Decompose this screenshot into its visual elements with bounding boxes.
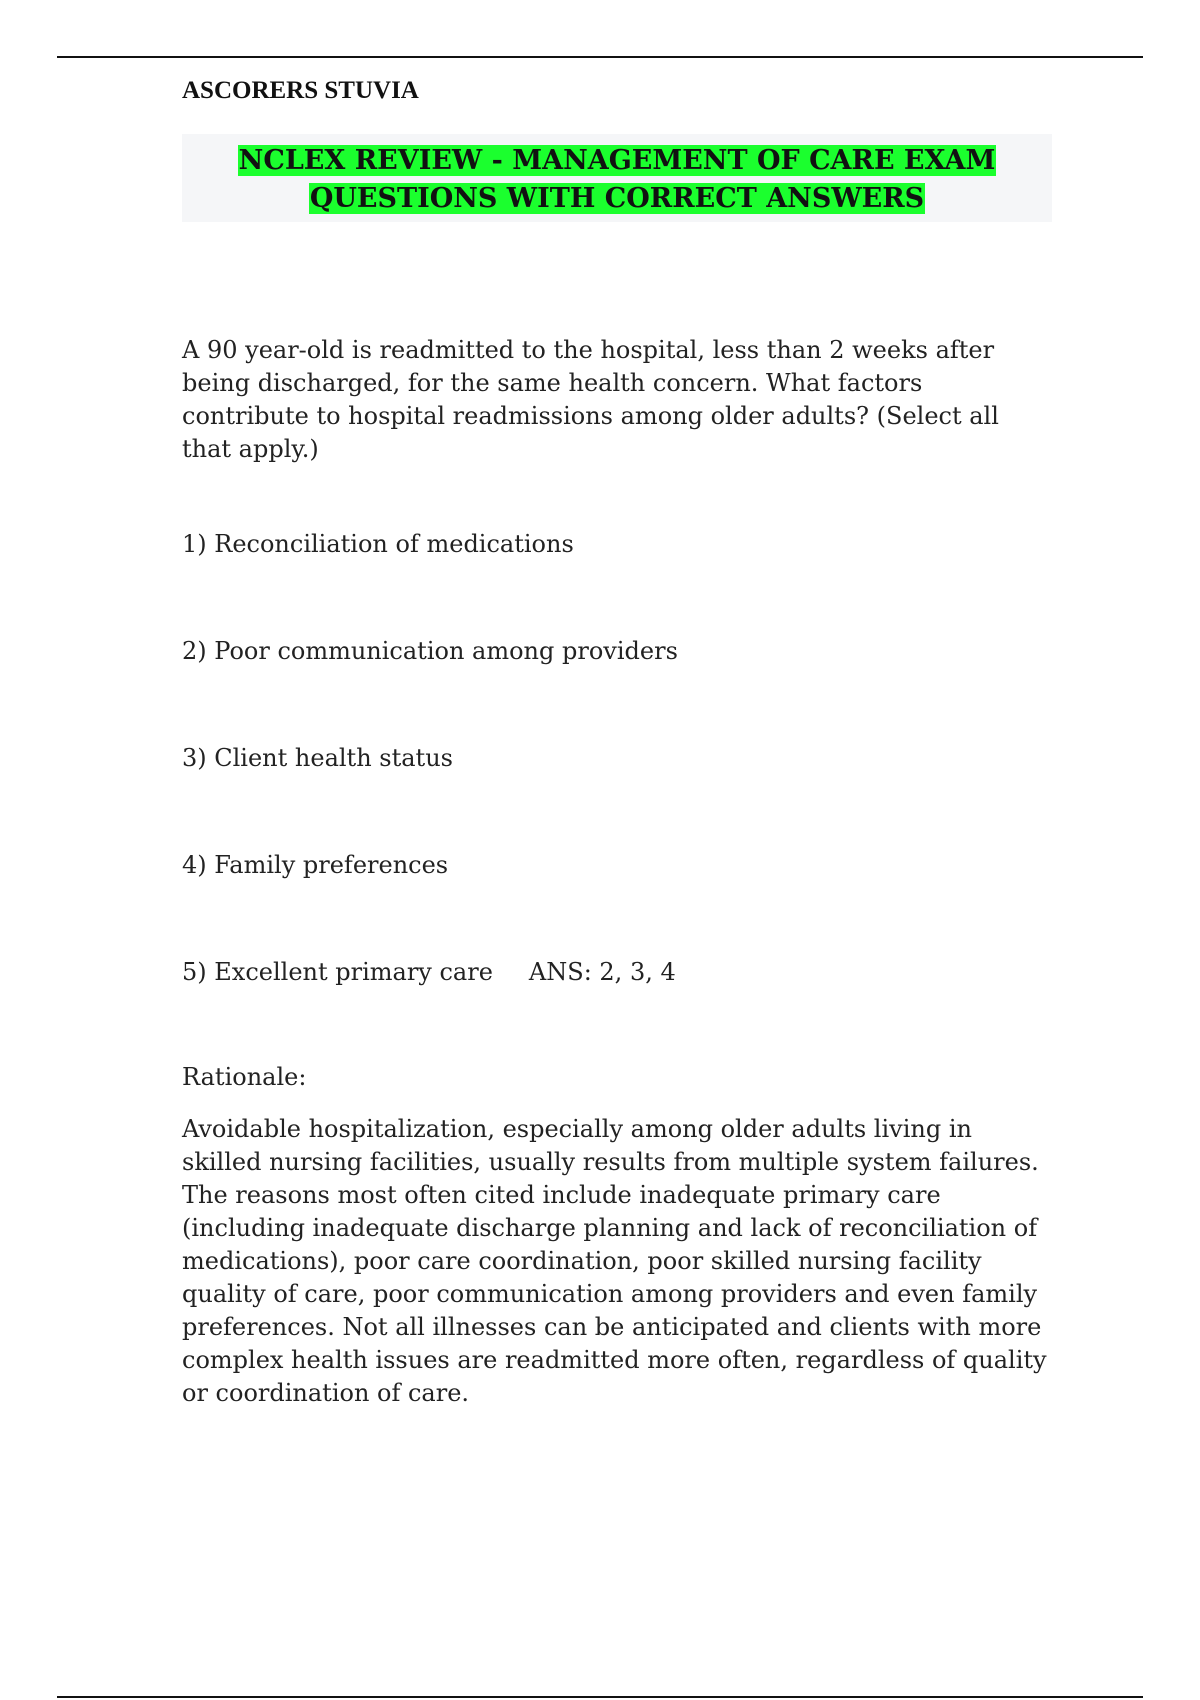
- rationale-label: Rationale:: [182, 1063, 307, 1091]
- brand-header: ASCORERS STUVIA: [182, 77, 419, 104]
- option-5: [182, 956, 1052, 989]
- option-4-label: 4) Family preferences: [182, 851, 449, 879]
- option-3-label: 3) Client health status: [182, 744, 453, 772]
- option-2-label: 2) Poor communication among providers: [182, 637, 678, 665]
- answer-key: ANS: 2, 3, 4: [528, 958, 676, 986]
- bottom-rule: [57, 1696, 1143, 1698]
- option-2: [182, 635, 1052, 668]
- title-line-1: NCLEX REVIEW - MANAGEMENT OF CARE EXAM: [238, 145, 996, 176]
- option-4: [182, 849, 1052, 882]
- question-text: A 90 year-old is readmitted to the hospital, less than 2 weeks after being discharged, for the same health concern. What factors contribute to hospital readmissions among older adults? (Select all that apply.): [182, 336, 999, 463]
- option-5-label: 5) Excellent primary care: [182, 958, 493, 986]
- option-1: [182, 528, 1052, 561]
- option-1-label: 1) Reconciliation of medications: [182, 530, 574, 558]
- rationale-text: Avoidable hospitalization, especially among older adults living in skilled nursing facilities, usually results from multiple system failures. The reasons most often cited include inadequate primary care (including inadequate discharge planning and lack of reconciliation of medications), poor care coordination, poor skilled nursing facility quality of care, poor communication among providers and even family preferences. Not all illnesses can be anticipated and clients with more complex health issues are readmitted more often, regardless of quality or coordination of care.: [182, 1115, 1047, 1407]
- option-3: [182, 742, 1052, 775]
- document-content: [182, 70, 1052, 1410]
- title-block: [182, 134, 1052, 222]
- document-title: [182, 142, 1052, 218]
- top-rule: [57, 56, 1143, 58]
- answer-options: [182, 528, 1052, 989]
- title-line-2: QUESTIONS WITH CORRECT ANSWERS: [309, 183, 925, 214]
